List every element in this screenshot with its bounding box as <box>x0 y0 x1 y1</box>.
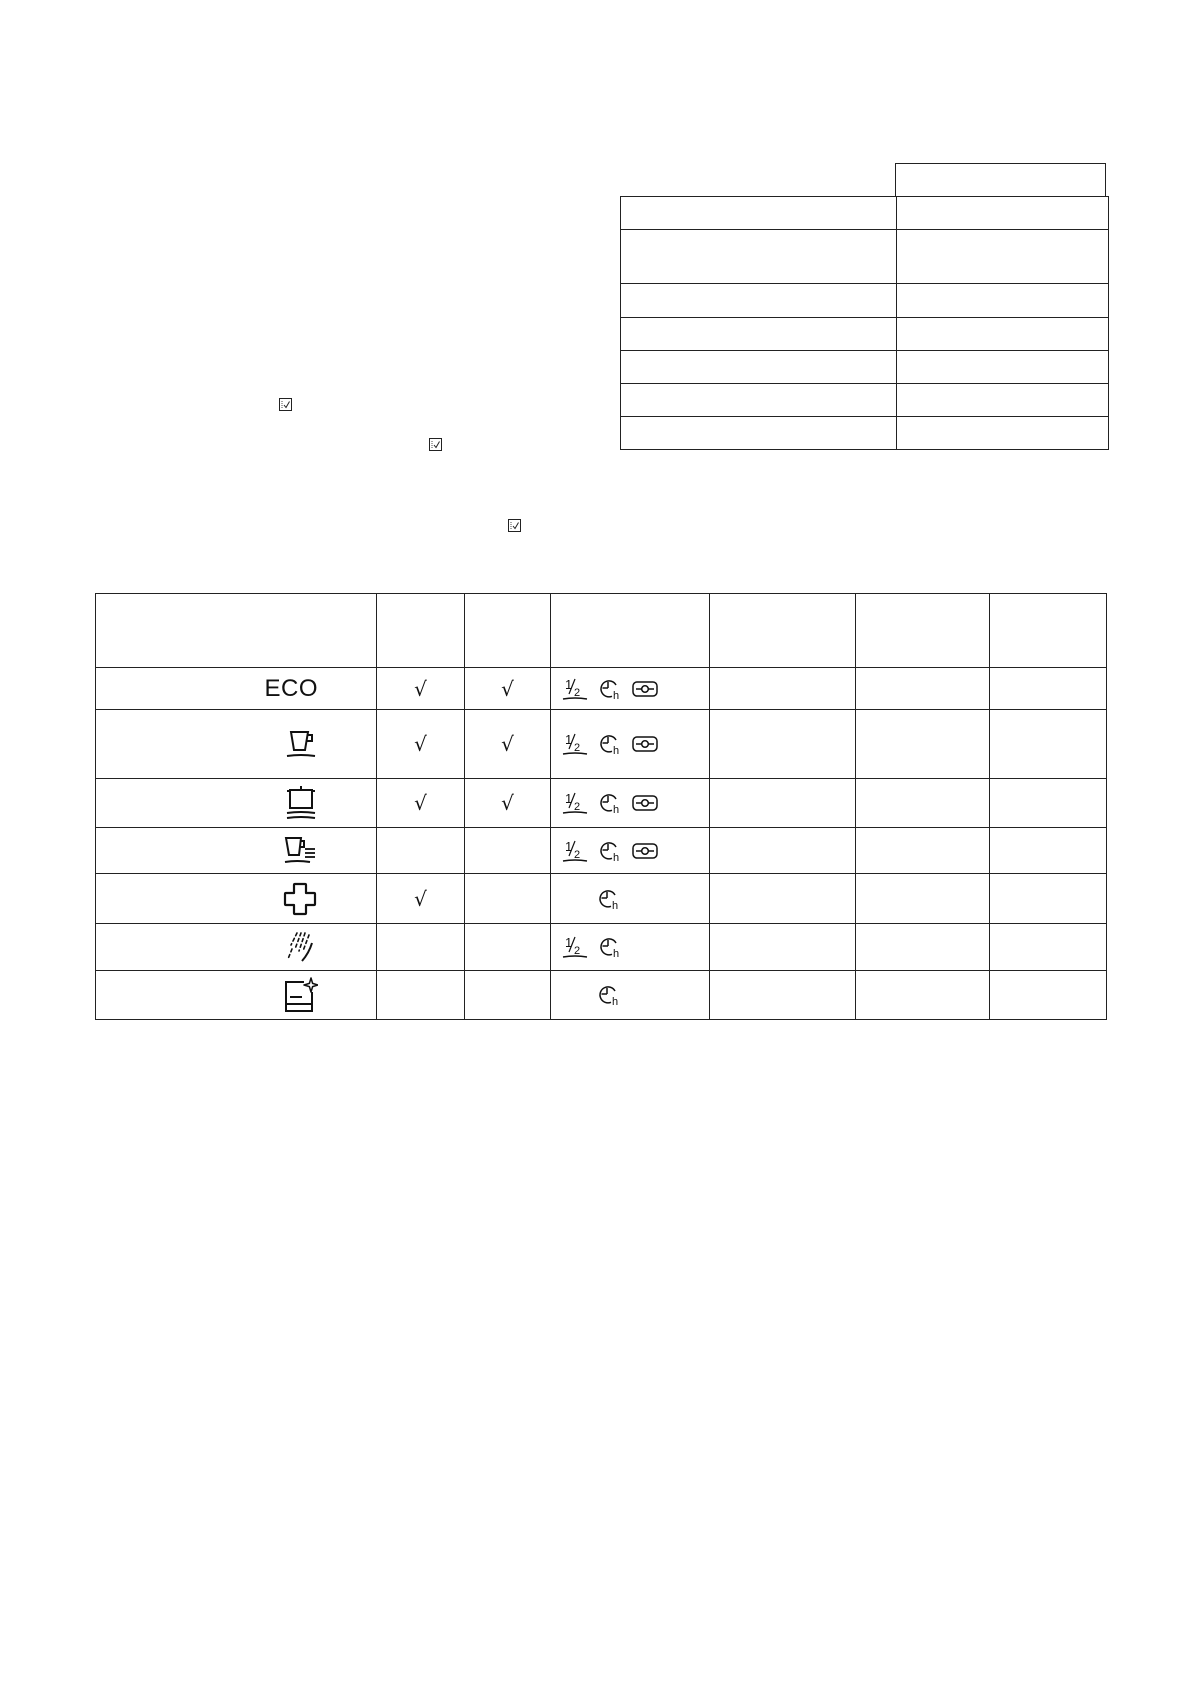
cup-icon <box>284 726 318 762</box>
table-header-row <box>96 594 1107 668</box>
header-cell <box>710 594 856 668</box>
check-mark: √ <box>414 676 427 701</box>
pot-icon <box>284 784 318 822</box>
rinse-icon <box>282 929 318 965</box>
spec-label <box>621 318 897 351</box>
extra-dry-icon <box>632 842 658 860</box>
empty-cell <box>856 828 990 874</box>
time-delay-icon <box>598 935 622 959</box>
programme-cup <box>96 710 377 779</box>
programme-table <box>95 593 1107 1020</box>
empty-cell <box>990 710 1107 779</box>
programme-rinse <box>96 924 377 971</box>
table-row <box>96 710 1107 779</box>
extra-dry-icon <box>632 735 658 753</box>
empty-cell <box>377 828 465 874</box>
table-row <box>96 779 1107 828</box>
empty-cell <box>856 971 990 1020</box>
spec-label <box>621 417 897 450</box>
options-cell <box>551 668 710 710</box>
spec-label <box>621 351 897 384</box>
check-cell <box>465 668 551 710</box>
spec-value <box>897 230 1109 284</box>
options-cell <box>551 779 710 828</box>
spec-label <box>621 197 897 230</box>
empty-cell <box>990 828 1107 874</box>
time-delay-icon <box>597 983 621 1007</box>
options-cell <box>551 924 710 971</box>
extra-dry-icon <box>632 680 658 698</box>
quick-cup-icon <box>282 833 318 869</box>
table-row <box>621 197 1109 230</box>
half-load-icon <box>562 791 588 815</box>
empty-cell <box>710 874 856 924</box>
empty-cell <box>856 874 990 924</box>
spec-value <box>897 351 1109 384</box>
table-row <box>96 874 1107 924</box>
check-mark: √ <box>414 791 427 815</box>
header-cell <box>551 594 710 668</box>
check-mark: √ <box>501 676 514 701</box>
table-row <box>621 417 1109 450</box>
programme-pot <box>96 779 377 828</box>
spec-value <box>897 318 1109 351</box>
empty-cell <box>856 779 990 828</box>
half-load-icon <box>562 732 588 756</box>
header-cell <box>377 594 465 668</box>
spec-value <box>897 197 1109 230</box>
spec-table-body <box>620 196 1109 450</box>
check-cell <box>377 668 465 710</box>
empty-cell <box>465 971 551 1020</box>
empty-cell <box>990 971 1107 1020</box>
empty-cell <box>856 924 990 971</box>
empty-cell <box>465 924 551 971</box>
empty-cell <box>465 828 551 874</box>
table-row <box>621 351 1109 384</box>
time-delay-icon <box>598 791 622 815</box>
empty-cell <box>710 971 856 1020</box>
time-delay-icon <box>597 887 621 911</box>
table-row <box>621 318 1109 351</box>
empty-cell <box>990 779 1107 828</box>
empty-cell <box>856 710 990 779</box>
header-cell <box>856 594 990 668</box>
half-load-icon <box>562 935 588 959</box>
empty-cell <box>377 924 465 971</box>
options-cell <box>551 874 710 924</box>
programme-eco <box>96 668 377 710</box>
time-delay-icon <box>598 839 622 863</box>
spec-value <box>897 284 1109 318</box>
empty-cell <box>710 668 856 710</box>
options-cell <box>551 828 710 874</box>
empty-cell <box>710 924 856 971</box>
check-cell <box>465 779 551 828</box>
check-mark: √ <box>501 732 514 756</box>
check-mark: √ <box>501 791 514 815</box>
self-clean-icon <box>282 976 318 1014</box>
manual-reference-icon <box>508 519 521 532</box>
half-load-icon <box>562 677 588 701</box>
programme-name: ECO <box>264 674 318 702</box>
check-cell <box>465 710 551 779</box>
manual-reference-icon <box>279 398 292 411</box>
table-row <box>96 668 1107 710</box>
options-cell <box>551 710 710 779</box>
empty-cell <box>377 971 465 1020</box>
check-cell <box>377 710 465 779</box>
spec-value <box>897 384 1109 417</box>
empty-cell <box>710 828 856 874</box>
check-cell <box>377 874 465 924</box>
manual-reference-icon <box>429 438 442 451</box>
programme-quick <box>96 828 377 874</box>
check-mark: √ <box>414 886 427 911</box>
hygiene-cross-icon <box>282 881 318 917</box>
check-mark: √ <box>414 732 427 756</box>
programme-hygiene <box>96 874 377 924</box>
spec-label <box>621 384 897 417</box>
header-cell <box>96 594 377 668</box>
table-row <box>96 971 1107 1020</box>
half-load-icon <box>562 839 588 863</box>
empty-cell <box>856 668 990 710</box>
time-delay-icon <box>598 732 622 756</box>
empty-cell <box>465 874 551 924</box>
empty-cell <box>990 668 1107 710</box>
empty-cell <box>990 924 1107 971</box>
extra-dry-icon <box>632 794 658 812</box>
table-row <box>96 924 1107 971</box>
empty-cell <box>990 874 1107 924</box>
header-cell <box>465 594 551 668</box>
options-cell <box>551 971 710 1020</box>
time-delay-icon <box>598 677 622 701</box>
spec-label <box>621 230 897 284</box>
spec-label <box>621 284 897 318</box>
empty-cell <box>710 710 856 779</box>
table-row <box>621 230 1109 284</box>
spec-value <box>897 417 1109 450</box>
table-row <box>621 384 1109 417</box>
empty-cell <box>710 779 856 828</box>
table-row <box>621 284 1109 318</box>
programme-self-clean <box>96 971 377 1020</box>
table-row <box>96 828 1107 874</box>
spec-table-header <box>895 163 1106 196</box>
header-cell <box>990 594 1107 668</box>
check-cell <box>377 779 465 828</box>
